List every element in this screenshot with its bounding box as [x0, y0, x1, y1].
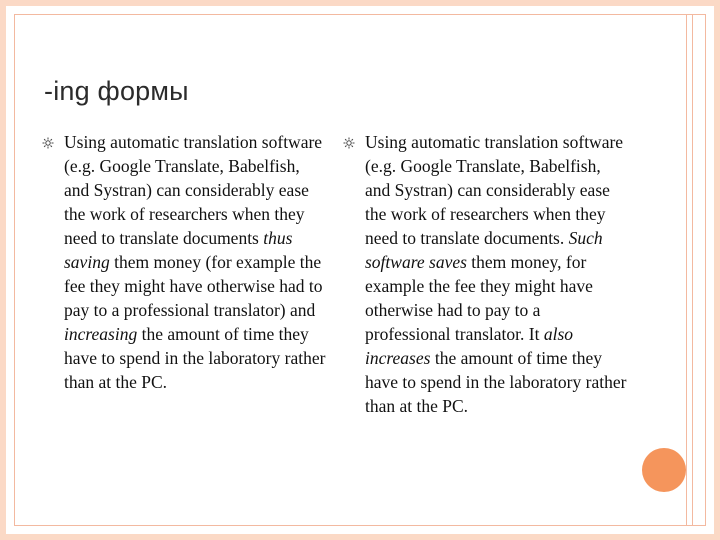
- left-italic-2: increasing: [64, 324, 138, 344]
- right-column: [365, 130, 627, 418]
- right-italic-1: Such software saves: [365, 228, 603, 272]
- right-text-3: the amount of time they have to spend in the laboratory rather than at the PC.: [365, 348, 627, 416]
- decorative-orange-circle: [642, 448, 686, 492]
- left-text-2: them money (for example the fee they might have otherwise had to pay to a professional translator) and: [64, 252, 323, 320]
- left-column: [64, 130, 326, 394]
- right-text-1: Using automatic translation software (e.g. Google Translate, Babelfish, and Systran) can considerably ease the work of researchers when they need to translate documents.: [365, 132, 624, 248]
- right-paragraph: [365, 130, 627, 418]
- right-italic-2: also increases: [365, 324, 574, 368]
- left-italic-1: thus saving: [64, 228, 293, 272]
- left-paragraph: [64, 130, 326, 394]
- sun-bullet-icon: [343, 137, 355, 149]
- slide-title: -ing формы: [44, 76, 189, 106]
- right-frame-stripe-2: [692, 14, 693, 526]
- left-text-1: Using automatic translation software (e.g. Google Translate, Babelfish, and Systran) can considerably ease the work of researchers when they need to translate documents: [64, 132, 323, 248]
- left-text-3: the amount of time they have to spend in the laboratory rather than at the PC.: [64, 324, 326, 392]
- right-frame-stripe: [686, 14, 687, 526]
- right-text-2: them money, for example the fee they might have otherwise had to pay to a professional translator. It: [365, 252, 593, 344]
- sun-bullet-icon: [42, 137, 54, 149]
